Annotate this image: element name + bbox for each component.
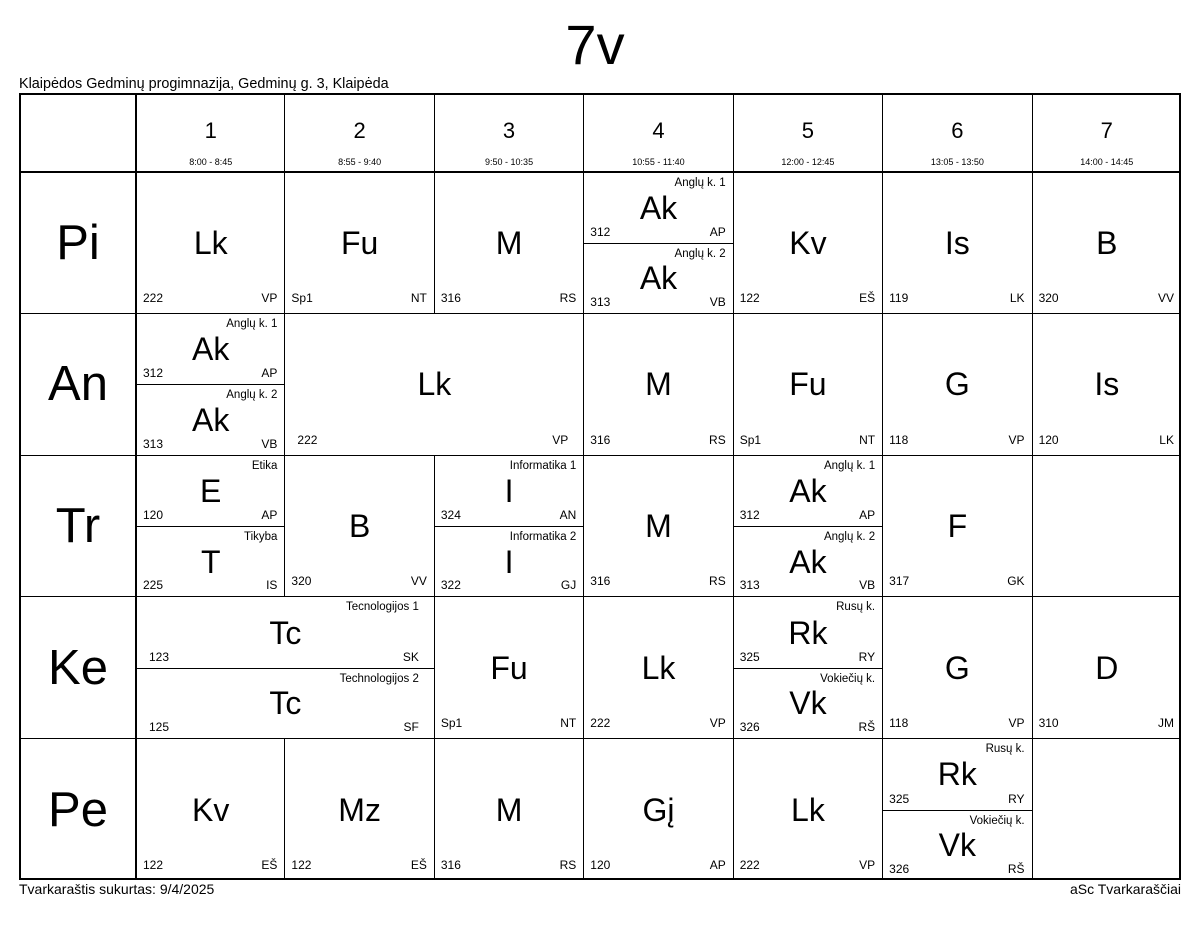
room-number: 310 [1038, 716, 1059, 731]
corner-cell [21, 95, 135, 171]
teacher-initials: NT [859, 432, 876, 447]
room-number: 125 [149, 720, 170, 735]
group-label: Anglų k. 2 [226, 389, 278, 402]
lesson-group [734, 173, 882, 313]
subject-abbreviation: Lk [193, 224, 228, 261]
teacher-initials: SF [403, 720, 419, 735]
lesson-group [137, 597, 434, 667]
day-cell [21, 596, 135, 738]
lesson-cell [882, 596, 1031, 738]
lesson-group [137, 314, 284, 384]
subject-abbreviation: Gį [642, 791, 675, 828]
room-number: Sp1 [739, 432, 762, 447]
lesson-group [883, 597, 1031, 738]
lesson-cell [882, 455, 1031, 597]
teacher-initials: GJ [560, 578, 577, 593]
lesson-cell [583, 596, 732, 738]
generator-credit: aSc Tvarkaraščiai [1069, 881, 1181, 897]
subject-abbreviation: Ak [789, 543, 827, 580]
subject-abbreviation: B [1096, 224, 1118, 261]
day-name: Ke [48, 640, 108, 695]
lesson-group [734, 739, 882, 880]
group-label: Rusų k. [836, 601, 876, 614]
teacher-initials: VP [709, 716, 726, 731]
teacher-initials: RY [1008, 791, 1025, 806]
day-name: Pe [48, 782, 108, 837]
subject-abbreviation: Fu [789, 366, 827, 403]
teacher-initials: VB [709, 294, 726, 309]
lesson-cell [135, 738, 284, 880]
lesson-cell [882, 738, 1031, 880]
group-label: Anglų k. 2 [674, 247, 726, 260]
subject-abbreviation: Is [1094, 366, 1120, 403]
teacher-initials: IS [266, 578, 278, 593]
teacher-initials: VV [1157, 290, 1174, 305]
page-title: 7v [565, 13, 625, 76]
room-number: 325 [739, 649, 760, 664]
room-number: 118 [889, 716, 909, 731]
teacher-initials: VP [859, 857, 876, 872]
lesson-cell [135, 455, 284, 597]
period-time: 9:50 - 10:35 [485, 157, 534, 167]
group-label: Tecnologijos 1 [345, 601, 419, 614]
subject-abbreviation: Ak [639, 260, 678, 297]
teacher-initials: VP [1008, 432, 1025, 447]
teacher-initials: RŠ [858, 720, 876, 735]
room-number: 120 [1038, 432, 1059, 447]
group-label: Informatika 1 [509, 459, 577, 472]
lesson-group [734, 526, 882, 596]
period-number: 7 [1100, 118, 1113, 143]
room-number: 122 [291, 857, 312, 872]
period-number: 5 [801, 118, 815, 143]
lesson-group [137, 668, 434, 738]
room-number: 122 [143, 857, 164, 872]
lesson-group [137, 384, 284, 454]
period-time: 10:55 - 11:40 [632, 157, 685, 167]
empty-lesson-cell [1032, 738, 1181, 880]
subject-abbreviation: Is [944, 224, 970, 261]
day-name: An [48, 357, 108, 412]
teacher-initials: RS [559, 857, 577, 872]
period-number: 3 [502, 118, 516, 143]
lesson-cell [434, 171, 583, 313]
teacher-initials: RS [559, 290, 577, 305]
lesson-cell [284, 171, 433, 313]
lesson-group [285, 314, 583, 455]
group-label: Vokiečių k. [820, 672, 876, 685]
lesson-group [285, 739, 433, 880]
room-number: 317 [889, 574, 910, 589]
lesson-group [883, 173, 1031, 313]
room-number: 325 [889, 791, 910, 806]
lesson-group [584, 173, 732, 243]
room-number: Sp1 [291, 290, 313, 305]
lesson-group [285, 456, 433, 597]
empty-lesson-cell [1032, 455, 1181, 597]
period-header-cell [284, 95, 433, 171]
lesson-cell [284, 313, 583, 455]
day-cell [21, 738, 135, 880]
teacher-initials: RŠ [1007, 861, 1025, 876]
lesson-cell [135, 596, 434, 738]
lesson-group [584, 243, 732, 313]
lesson-cell [583, 171, 732, 313]
room-number: 312 [739, 507, 760, 522]
group-label: Anglų k. 2 [823, 530, 876, 543]
room-number: 312 [143, 366, 164, 381]
teacher-initials: RS [709, 574, 726, 589]
subject-abbreviation: M [495, 224, 523, 261]
subject-abbreviation: Tc [269, 614, 302, 651]
period-header-cell [434, 95, 583, 171]
room-number: 123 [149, 649, 170, 664]
room-number: 320 [291, 574, 312, 589]
room-number: 312 [590, 224, 611, 239]
subject-abbreviation: F [947, 507, 968, 544]
teacher-initials: LK [1009, 290, 1025, 305]
subject-abbreviation: G [944, 649, 970, 686]
room-number: 222 [143, 290, 164, 305]
lesson-cell [135, 313, 284, 455]
period-time: 12:00 - 12:45 [781, 157, 835, 167]
lesson-group [435, 526, 583, 596]
lesson-cell [1032, 596, 1181, 738]
lesson-cell [733, 738, 882, 880]
subject-abbreviation: Mz [338, 791, 381, 828]
subject-abbreviation: Ak [789, 472, 827, 509]
subject-abbreviation: Kv [789, 224, 827, 261]
teacher-initials: NT [410, 290, 427, 305]
room-number: 222 [739, 857, 760, 872]
lesson-cell [583, 313, 732, 455]
group-label: Etika [251, 459, 278, 472]
teacher-initials: JM [1157, 716, 1174, 731]
room-number: 313 [143, 436, 164, 451]
room-number: 120 [143, 507, 164, 522]
lesson-cell [135, 171, 284, 313]
subject-abbreviation: M [495, 791, 523, 828]
teacher-initials: LK [1159, 432, 1174, 447]
subject-abbreviation: Lk [641, 649, 676, 686]
room-number: 119 [889, 290, 909, 305]
lesson-group [137, 173, 284, 313]
period-time: 8:55 - 9:40 [338, 157, 382, 167]
room-number: 313 [739, 578, 760, 593]
period-header-cell [882, 95, 1031, 171]
created-date: Tvarkaraštis sukurtas: 9/4/2025 [19, 881, 215, 897]
period-time: 14:00 - 14:45 [1080, 157, 1134, 167]
lesson-group [435, 456, 583, 526]
lesson-group [584, 456, 732, 597]
lesson-group [137, 739, 284, 880]
teacher-initials: VV [410, 574, 427, 589]
teacher-initials: EŠ [261, 857, 278, 872]
lesson-cell [1032, 171, 1181, 313]
subject-abbreviation: Kv [192, 791, 230, 828]
lesson-group [137, 526, 284, 596]
period-number: 1 [204, 118, 217, 143]
lesson-group [137, 456, 284, 526]
room-number: 122 [739, 290, 760, 305]
teacher-initials: AN [559, 507, 577, 522]
lesson-cell [733, 455, 882, 597]
lesson-cell [583, 455, 732, 597]
subject-abbreviation: B [348, 507, 371, 544]
room-number: 316 [590, 574, 611, 589]
lesson-group [734, 456, 882, 526]
lesson-group [584, 597, 732, 738]
room-number: 222 [297, 432, 318, 447]
subject-abbreviation: Vk [938, 827, 977, 864]
lesson-group [584, 739, 732, 880]
subject-abbreviation: Ak [639, 189, 678, 226]
lesson-cell [434, 596, 583, 738]
lesson-group [883, 739, 1031, 809]
subject-abbreviation: T [200, 543, 221, 580]
lesson-group [435, 739, 583, 880]
subject-abbreviation: Fu [490, 649, 528, 686]
subject-abbreviation: Tc [269, 685, 302, 722]
subject-abbreviation: I [504, 472, 514, 509]
lesson-group [734, 597, 882, 667]
teacher-initials: AP [261, 507, 278, 522]
subject-abbreviation: D [1095, 649, 1119, 686]
lesson-cell [733, 171, 882, 313]
subject-abbreviation: Ak [192, 330, 230, 367]
lesson-cell [882, 171, 1031, 313]
teacher-initials: VP [261, 290, 278, 305]
lesson-group [1033, 597, 1181, 738]
teacher-initials: AP [261, 366, 278, 381]
lesson-group [883, 456, 1031, 597]
group-label: Rusų k. [985, 743, 1025, 756]
group-label: Anglų k. 1 [674, 177, 726, 189]
period-header-cell [135, 95, 284, 171]
room-number: 326 [889, 861, 910, 876]
subject-abbreviation: Lk [417, 366, 452, 403]
lesson-group [883, 810, 1031, 880]
subject-abbreviation: E [200, 472, 222, 509]
group-label: Anglų k. 1 [226, 317, 278, 330]
period-number: 6 [951, 118, 964, 143]
period-time: 13:05 - 13:50 [930, 157, 984, 167]
period-header-cell [1032, 95, 1181, 171]
period-number: 2 [353, 118, 366, 143]
teacher-initials: VB [859, 578, 876, 593]
day-cell [21, 313, 135, 455]
timetable-grid [19, 93, 1181, 880]
subject-abbreviation: M [645, 507, 672, 544]
lesson-group [734, 314, 882, 455]
subject-abbreviation: Vk [789, 685, 827, 722]
lesson-group [435, 597, 583, 738]
teacher-initials: AP [859, 507, 876, 522]
teacher-initials: VP [1008, 716, 1025, 731]
subject-abbreviation: Ak [192, 401, 230, 438]
room-number: 324 [440, 507, 461, 522]
group-label: Anglų k. 1 [823, 459, 876, 472]
room-number: 316 [590, 432, 611, 447]
lesson-group [435, 173, 583, 313]
lesson-cell [733, 313, 882, 455]
room-number: Sp1 [440, 716, 463, 731]
subject-abbreviation: M [645, 366, 672, 403]
room-number: 222 [590, 716, 611, 731]
subject-abbreviation: G [944, 366, 970, 403]
teacher-initials: AP [709, 224, 726, 239]
room-number: 120 [590, 857, 611, 872]
teacher-initials: RS [709, 432, 726, 447]
group-label: Informatika 2 [509, 530, 577, 543]
lesson-group [883, 314, 1031, 455]
lesson-group [1033, 173, 1181, 313]
lesson-cell [284, 738, 433, 880]
day-cell [21, 455, 135, 597]
teacher-initials: NT [560, 716, 577, 731]
lesson-cell [1032, 313, 1181, 455]
subject-abbreviation: Fu [340, 224, 379, 261]
teacher-initials: EŠ [859, 290, 876, 305]
lesson-group [734, 668, 882, 738]
lesson-cell [434, 455, 583, 597]
teacher-initials: VB [261, 436, 278, 451]
room-number: 320 [1038, 290, 1059, 305]
day-name: Pi [56, 215, 100, 270]
teacher-initials: SK [402, 649, 419, 664]
period-number: 4 [652, 118, 665, 143]
room-number: 322 [440, 578, 461, 593]
teacher-initials: RY [858, 649, 876, 664]
lesson-cell [434, 738, 583, 880]
group-label: Vokiečių k. [969, 814, 1025, 827]
subject-abbreviation: I [504, 543, 514, 580]
room-number: 326 [739, 720, 760, 735]
room-number: 316 [440, 857, 461, 872]
room-number: 225 [143, 578, 164, 593]
room-number: 313 [590, 294, 611, 309]
teacher-initials: GK [1007, 574, 1025, 589]
group-label: Technologijos 2 [339, 672, 419, 685]
subject-abbreviation: Rk [788, 614, 828, 651]
lesson-group [1033, 314, 1181, 455]
lesson-cell [733, 596, 882, 738]
subject-abbreviation: Rk [937, 756, 977, 793]
lesson-cell [583, 738, 732, 880]
day-name: Tr [55, 498, 101, 553]
lesson-cell [284, 455, 433, 597]
period-header-cell [733, 95, 882, 171]
room-number: 316 [440, 290, 461, 305]
teacher-initials: EŠ [410, 857, 427, 872]
school-name: Klaipėdos Gedminų progimnazija, Gedminų g. 3, Klaipėda [19, 76, 389, 92]
period-time: 8:00 - 8:45 [189, 157, 233, 167]
teacher-initials: AP [709, 857, 726, 872]
room-number: 118 [889, 432, 909, 447]
subject-abbreviation: Lk [791, 791, 825, 828]
period-header-cell [583, 95, 732, 171]
day-cell [21, 171, 135, 313]
lesson-group [584, 314, 732, 455]
teacher-initials: VP [552, 432, 569, 447]
lesson-cell [882, 313, 1031, 455]
lesson-group [285, 173, 433, 313]
group-label: Tikyba [243, 530, 278, 543]
